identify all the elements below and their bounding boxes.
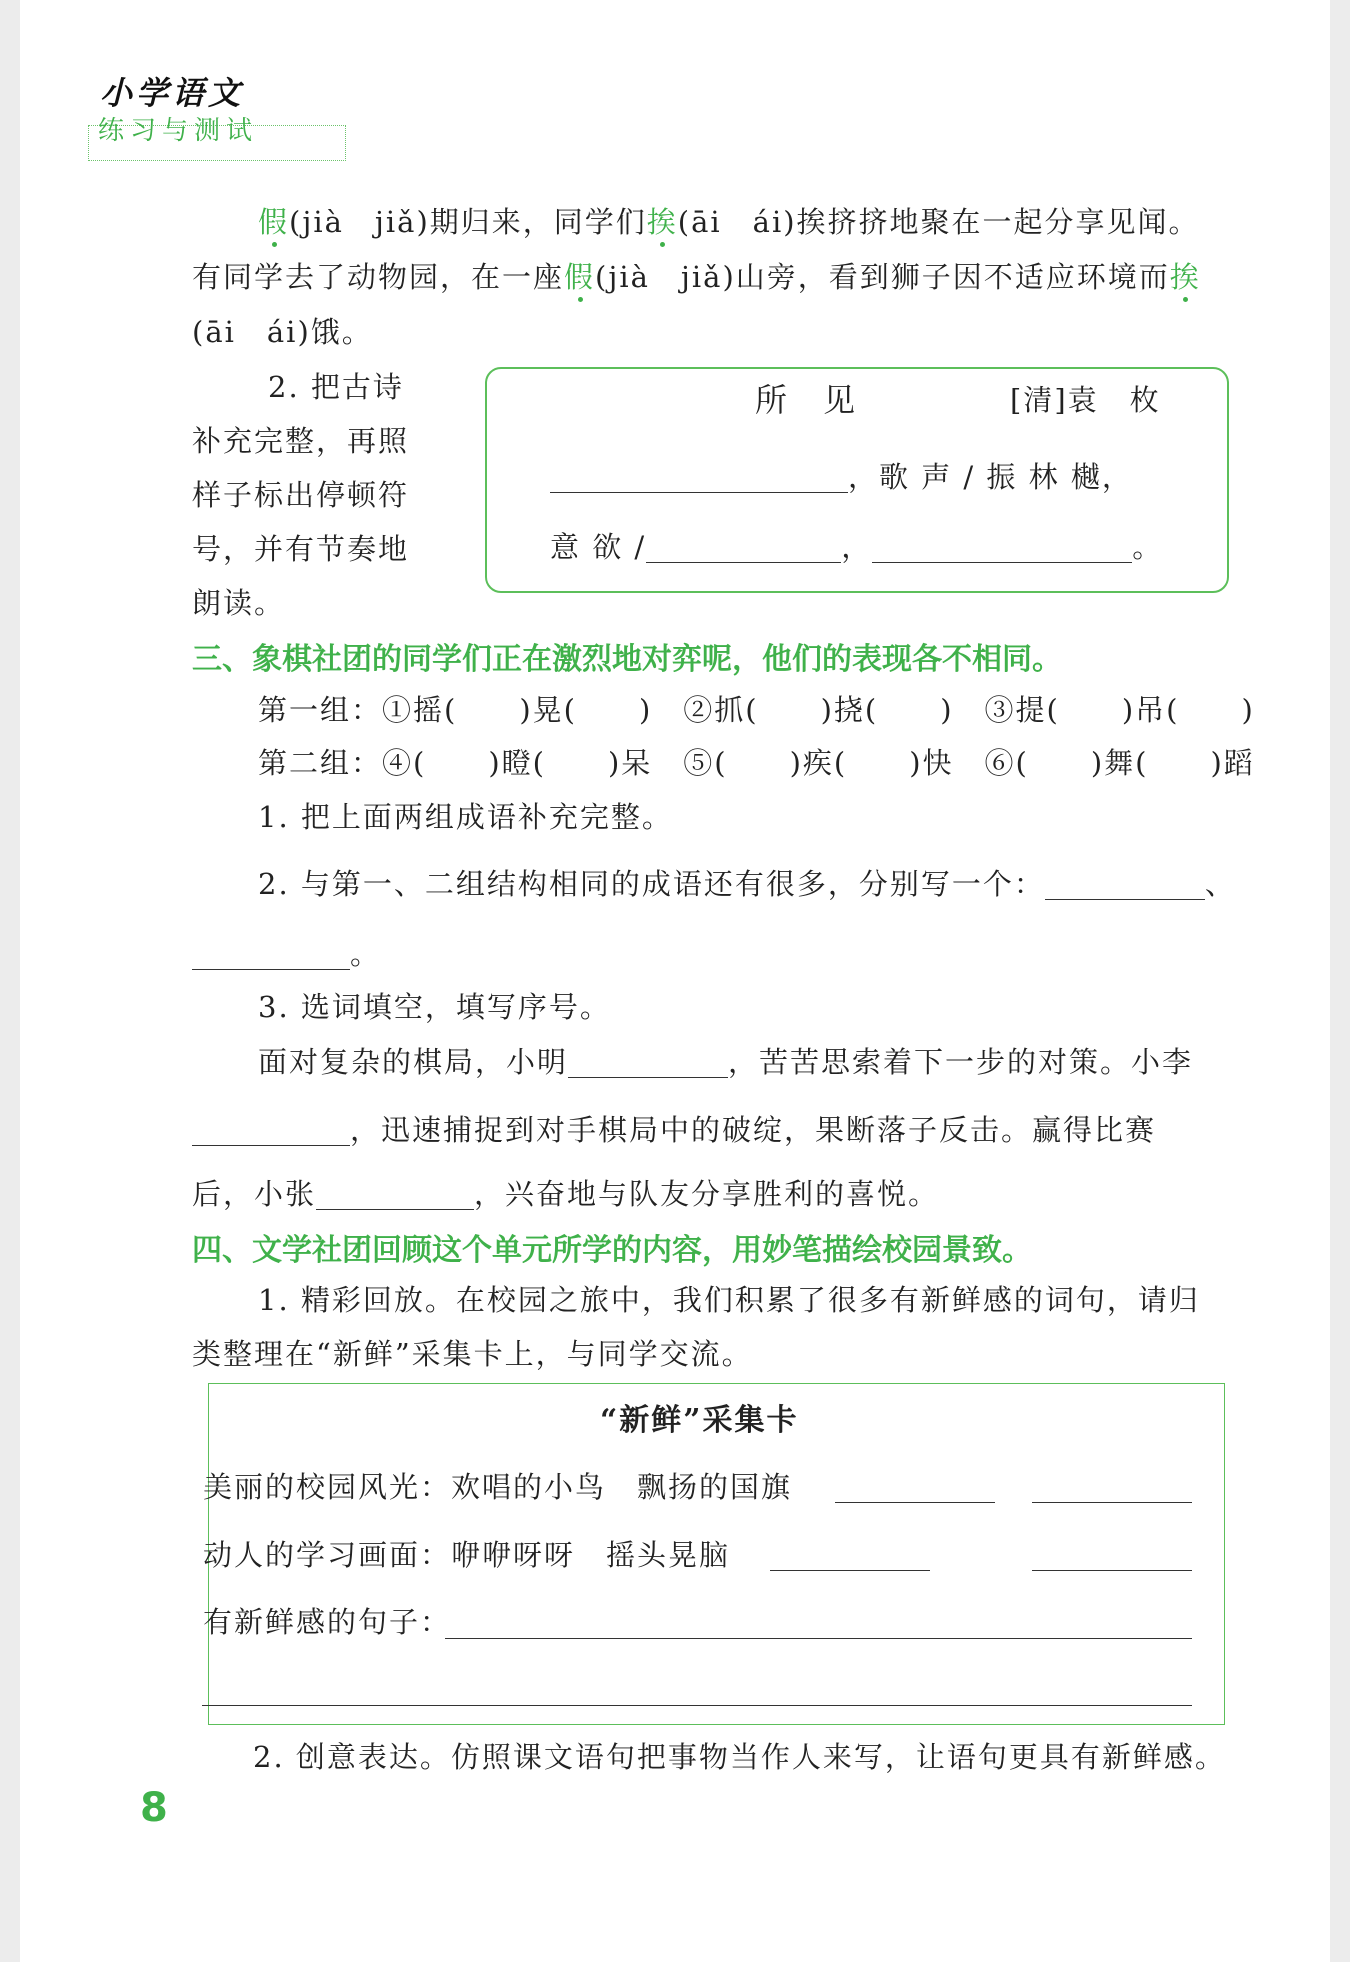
passage-text: 有同学去了动物园，在一座	[192, 260, 565, 294]
passage-line-1	[258, 200, 1200, 241]
char-ai: 挨	[1169, 260, 1201, 294]
poem-text: 意 欲 /	[550, 530, 647, 564]
passage-line-2	[192, 255, 1201, 296]
question-3-1: 1. 把上面两组成语补充完整。	[258, 800, 673, 834]
poem-text: 。	[1132, 530, 1164, 564]
poem-text: ，	[841, 530, 873, 564]
poem-author: [清]袁 枚	[1010, 383, 1161, 417]
idiom-group-1: 第一组：①摇( )晃( ) ②抓( )挠( ) ③提( )吊( )	[258, 693, 1255, 727]
poem-task-line: 2. 把古诗	[268, 370, 404, 404]
question-3-2	[258, 862, 1236, 903]
poem-task-line: 补充完整，再照	[192, 424, 410, 458]
poem-line-2	[550, 525, 1163, 566]
card-title: “新鲜”采集卡	[600, 1403, 799, 1438]
passage-line-3: (āi ái)饿。	[192, 315, 373, 349]
separator: 、	[1204, 867, 1236, 901]
fill-line-2	[192, 1108, 1156, 1149]
answer-blank[interactable]	[1045, 871, 1205, 900]
section-3-heading: 三、象棋社团的同学们正在激烈地对弈呢，他们的表现各不相同。	[192, 642, 1062, 677]
poem-blank[interactable]	[550, 464, 848, 493]
poem-title: 所 见	[755, 381, 858, 419]
poem-text: ，歌 声 / 振 林 樾，	[848, 460, 1133, 494]
workbook-page	[20, 0, 1330, 1962]
card-blank[interactable]	[770, 1570, 930, 1571]
card-blank[interactable]	[835, 1502, 995, 1503]
page-number: 8	[140, 1785, 168, 1831]
question-3-2-cont	[192, 932, 381, 973]
card-blank[interactable]	[202, 1705, 1192, 1706]
answer-blank[interactable]	[192, 1117, 350, 1146]
question-4-1: 1. 精彩回放。在校园之旅中，我们积累了很多有新鲜感的词句，请归	[258, 1283, 1200, 1317]
fill-text: ，兴奋地与队友分享胜利的喜悦。	[474, 1177, 940, 1211]
question-3-3: 3. 选词填空，填写序号。	[258, 990, 611, 1024]
question-4-2: 2. 创意表达。仿照课文语句把事物当作人来写，让语句更具有新鲜感。	[253, 1740, 1226, 1774]
fill-text: 面对复杂的棋局，小明	[258, 1045, 569, 1079]
poem-task-line: 样子标出停顿符	[192, 478, 410, 512]
card-row-study: 动人的学习画面：咿咿呀呀 摇头晃脑	[203, 1538, 731, 1572]
char-ai: 挨	[646, 205, 678, 239]
char-jia: 假	[258, 205, 290, 239]
fill-text: 后，小张	[192, 1177, 317, 1211]
fill-line-3	[192, 1172, 939, 1213]
fill-text: ，迅速捕捉到对手棋局中的破绽，果断落子反击。赢得比赛	[350, 1113, 1157, 1147]
fill-line-1	[258, 1040, 1193, 1081]
fill-text: ，苦苦思索着下一步的对策。小李	[728, 1045, 1194, 1079]
answer-blank[interactable]	[316, 1181, 474, 1210]
passage-text: (jià jiǎ)山旁，看到狮子因不适应环境而	[595, 260, 1170, 294]
poem-blank[interactable]	[872, 534, 1132, 563]
book-subtitle: 练习与测试	[98, 116, 259, 146]
card-blank[interactable]	[1032, 1570, 1192, 1571]
card-blank[interactable]	[1032, 1502, 1192, 1503]
period: 。	[350, 937, 382, 971]
card-row-scenery: 美丽的校园风光：欢唱的小鸟 飘扬的国旗	[203, 1470, 793, 1504]
passage-text: (āi ái)挨挤挤地聚在一起分享见闻。	[677, 205, 1200, 239]
passage-text: (jià jiǎ)期归来，同学们	[289, 205, 647, 239]
char-jia: 假	[564, 260, 596, 294]
poem-line-1	[550, 455, 1133, 496]
card-row-sentence: 有新鲜感的句子：	[203, 1605, 452, 1639]
series-title: 小学语文	[100, 74, 245, 112]
poem-task-line: 号，并有节奏地	[192, 532, 410, 566]
question-text: 2. 与第一、二组结构相同的成语还有很多，分别写一个：	[258, 867, 1045, 901]
poem-task-line: 朗读。	[192, 586, 286, 620]
answer-blank[interactable]	[192, 941, 350, 970]
idiom-group-2: 第二组：④( )瞪( )呆 ⑤( )疾( )快 ⑥( )舞( )蹈	[258, 746, 1255, 780]
question-4-1-cont: 类整理在“新鲜”采集卡上，与同学交流。	[192, 1337, 753, 1371]
poem-blank[interactable]	[646, 534, 841, 563]
card-blank[interactable]	[445, 1638, 1192, 1639]
answer-blank[interactable]	[568, 1049, 728, 1078]
section-4-heading: 四、文学社团回顾这个单元所学的内容，用妙笔描绘校园景致。	[192, 1233, 1032, 1268]
